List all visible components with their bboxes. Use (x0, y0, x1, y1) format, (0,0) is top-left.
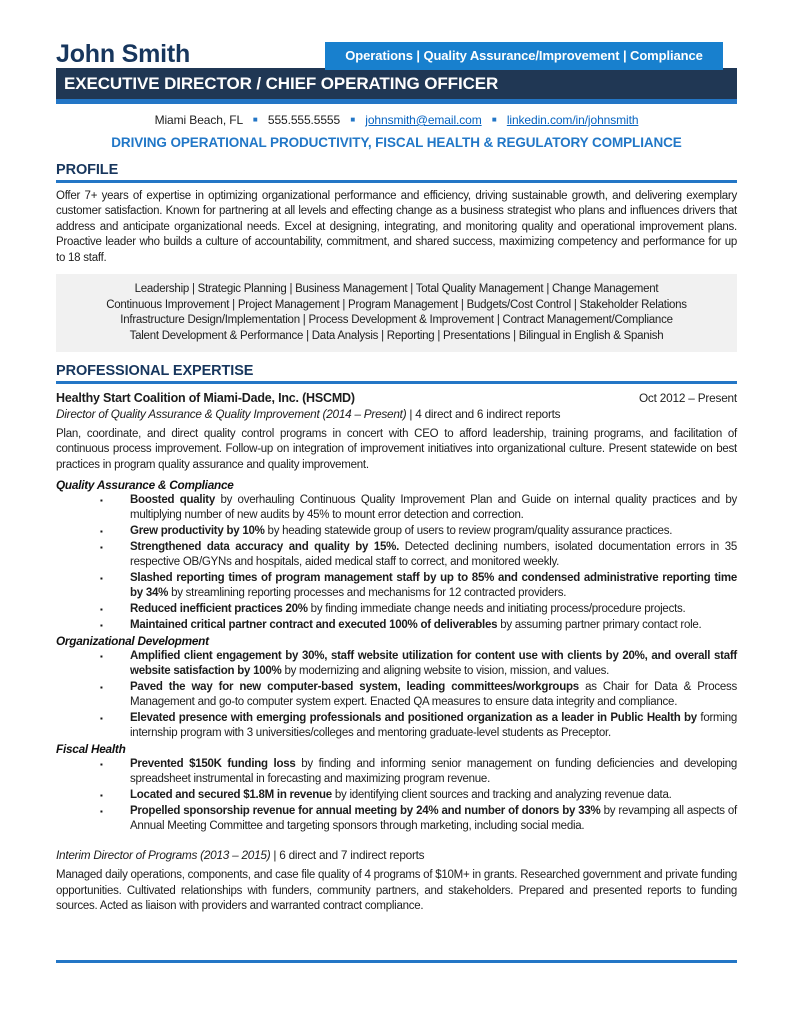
bullet-item (56, 618, 737, 633)
bullet-item (56, 757, 737, 787)
bullet-item (56, 540, 737, 570)
bullet-item (56, 524, 737, 539)
bullet-item (56, 680, 737, 710)
bullet-icon: ▪ (100, 527, 103, 537)
bullet-item (56, 804, 737, 834)
keywords-box (56, 274, 737, 352)
role-reports: | 6 direct and 7 indirect reports (270, 848, 425, 863)
title-bar-accent (56, 99, 737, 104)
keywords-line: Infrastructure Design/Implementation | Process Development & Improvement | Contract Management/Compliance (120, 314, 673, 327)
square-separator-icon: ■ (350, 115, 356, 124)
role-title: Interim Director of Programs (2013 – 2015) (56, 848, 271, 863)
email-link[interactable]: johnsmith@email.com (365, 113, 482, 127)
bullet-icon: ▪ (100, 652, 103, 662)
role-description: Managed daily operations, components, and case file quality of 4 programs of $10M+ in grants. Researched government and private funding opportunities. Cultivated relationships with funders, community partners, and stakeholders. Prepared and presented reports to funding sources. Acted as liaison with providers and warranted contract compliance. (56, 869, 737, 913)
bullet-item (56, 649, 737, 679)
profile-summary: Offer 7+ years of expertise in optimizing organizational performance and efficiency, driving sustainable growth, and delivering exemplary customer satisfaction. Known for partnering at all levels and effecting change as a business strategist who plans and influences drivers that address and anticipate organizational needs. Excel at designing, integrating, and monitoring quality and operational improvement plans. Proactive leader who builds a culture of accountability, commitment, and shared success, maximizing competency and performance for up to 18 staff. (56, 190, 737, 264)
company-row (56, 390, 737, 406)
keywords-line: Continuous Improvement | Project Management | Program Management | Budgets/Cost Control | Stakeholder Relations (106, 298, 687, 311)
contact-phone: 555.555.5555 (267, 113, 341, 127)
bullet-text: Located and secured $1.8M in revenue by identifying client sources and tracking and analyzing revenue data. (130, 789, 672, 802)
bottom-divider (56, 960, 737, 963)
bullet-item (56, 602, 737, 617)
experience-heading: PROFESSIONAL EXPERTISE (56, 364, 737, 384)
bullet-icon: ▪ (100, 496, 103, 506)
subsection-heading: Quality Assurance & Compliance (56, 478, 234, 493)
keywords-line: Talent Development & Performance | Data Analysis | Reporting | Presentations | Bilingual in English & Spanish (129, 329, 664, 342)
candidate-name: John Smith (56, 40, 191, 68)
bullet-text: Grew productivity by 10% by heading statewide group of users to review program/quality assurance practices. (130, 525, 673, 538)
profile-section (56, 163, 737, 352)
bullet-text: Amplified client engagement by 30%, staff website utilization for content use with clients by 20%, and overall staff website satisfaction by 100% by modernizing and aligning website to vision, mission, and values. (130, 650, 737, 678)
bullet-text: Propelled sponsorship revenue for annual meeting by 24% and number of donors by 33% by revamping all aspects of Annual Meeting Committee and targeting sponsors through marketing, including social media. (130, 805, 737, 833)
bullet-text: Reduced inefficient practices 20% by finding immediate change needs and initiating process/procedure projects. (130, 603, 686, 616)
bullet-item (56, 788, 737, 803)
bullet-text: Slashed reporting times of program management staff by up to 85% and condensed administrative reporting time by 34% by streamlining reporting processes and mechanisms for 12 contracted providers. (130, 572, 737, 600)
role-title: Director of Quality Assurance & Quality Improvement (2014 – Present) (56, 407, 407, 422)
bullet-text: Strengthened data accuracy and quality by 15%. Detected declining numbers, isolated documentation errors in 35 respective OB/GYNs and hospitals, aided medical staff to correct, and monitored weekly. (130, 541, 737, 569)
bullet-icon: ▪ (100, 605, 103, 615)
bullet-icon: ▪ (100, 791, 103, 801)
role-reports: | 4 direct and 6 indirect reports (406, 407, 561, 422)
bullet-text: Elevated presence with emerging professionals and positioned organization as a leader in Public Health by forming internship program with 3 universities/colleges and mentoring graduate-level students as Preceptor. (130, 712, 737, 740)
bullet-item (56, 493, 737, 523)
experience-section (56, 364, 737, 914)
bullet-text: Boosted quality by overhauling Continuous Quality Improvement Plan and Guide on internal quality practices and by multiplying number of new audits by 45% to mount error detection and correction. (130, 494, 737, 522)
subsection-heading: Organizational Development (56, 634, 209, 649)
value-proposition: DRIVING OPERATIONAL PRODUCTIVITY, FISCAL HEALTH & REGULATORY COMPLIANCE (111, 135, 682, 150)
profile-heading: PROFILE (56, 163, 737, 183)
company-name: Healthy Start Coalition of Miami-Dade, Inc. (HSCMD) (56, 391, 355, 406)
square-separator-icon: ■ (491, 115, 497, 124)
bullet-icon: ▪ (100, 621, 103, 631)
bullet-icon: ▪ (100, 543, 103, 553)
role-line (56, 848, 737, 863)
subsection-heading: Fiscal Health (56, 742, 126, 757)
bullet-item (56, 571, 737, 601)
bullet-icon: ▪ (100, 714, 103, 724)
bullet-text: Maintained critical partner contract and executed 100% of deliverables by assuming partner primary contact role. (130, 619, 702, 632)
employment-dates: Oct 2012 – Present (638, 391, 737, 406)
bullet-item (56, 711, 737, 741)
bullet-icon: ▪ (100, 807, 103, 817)
keywords-line: Leadership | Strategic Planning | Business Management | Total Quality Management | Change Management (134, 283, 659, 296)
role-line (56, 407, 737, 422)
linkedin-link[interactable]: linkedin.com/in/johnsmith (506, 113, 639, 127)
contact-line (56, 112, 737, 128)
bullet-text: Paved the way for new computer-based system, leading committees/workgroups as Chair for Data & Process Management and go-to computer system expert. Enacted QA measures to ensure data integrity and compliance. (130, 681, 737, 709)
bullet-icon: ▪ (100, 683, 103, 693)
bullet-icon: ▪ (100, 760, 103, 770)
bullet-icon: ▪ (100, 574, 103, 584)
square-separator-icon: ■ (252, 115, 258, 124)
resume-header (56, 40, 737, 151)
bullet-text: Prevented $150K funding loss by finding and informing senior management on funding deficiencies and developing spreadsheet instrumental in forecasting and maximizing program revenue. (130, 758, 737, 786)
contact-location: Miami Beach, FL (154, 113, 243, 127)
role-description: Plan, coordinate, and direct quality control programs in concert with CEO to afford leadership, training programs, and facilitation of continuous process improvement. Follow-up on integration of improvement initiatives into organizational culture. Present statewide on best practices in program quality assurance and quality improvement. (56, 428, 737, 471)
tagline-banner: Operations | Quality Assurance/Improvement | Compliance (325, 42, 723, 70)
job-title-bar: EXECUTIVE DIRECTOR / CHIEF OPERATING OFFICER (56, 68, 737, 99)
